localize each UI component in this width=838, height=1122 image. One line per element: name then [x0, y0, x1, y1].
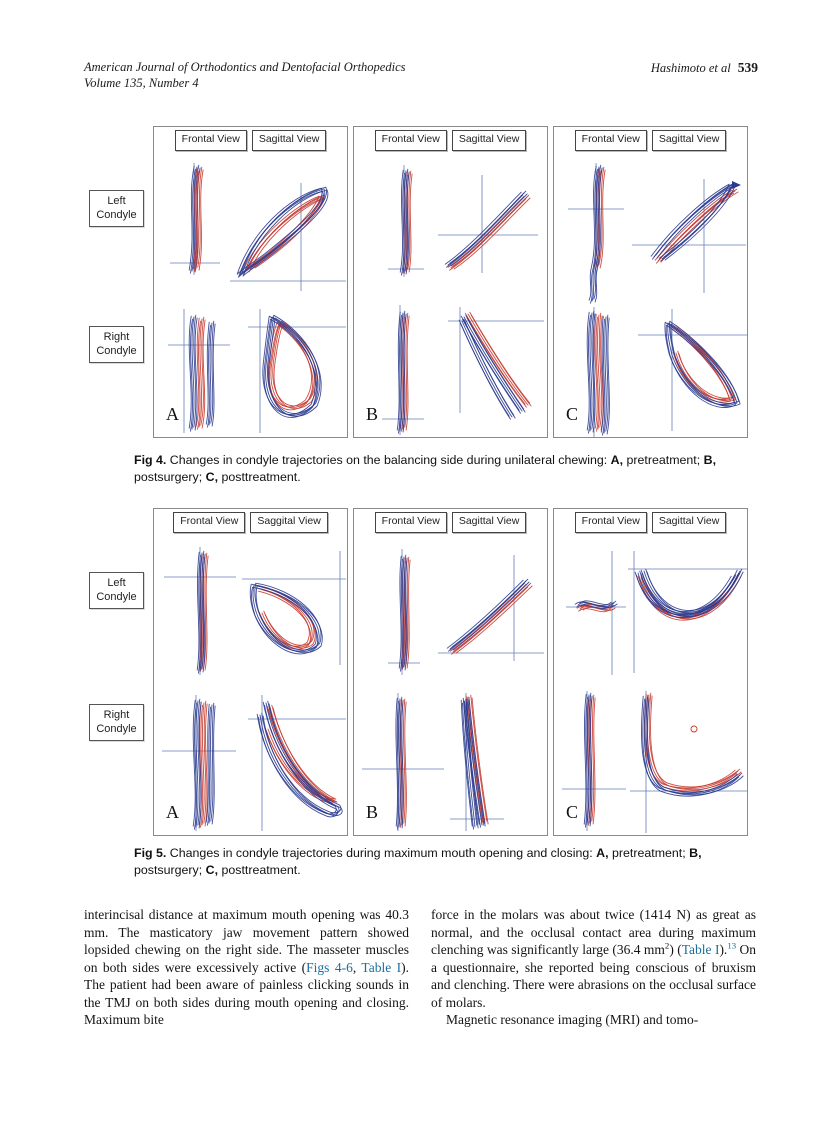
- left-condyle-label: Left Condyle: [89, 190, 144, 227]
- fig5-panel-b: [353, 508, 548, 836]
- fig4-panel-a-plot: [154, 151, 347, 437]
- body-run: ) (: [669, 942, 682, 958]
- right-condyle-sagittal-trace: [248, 695, 346, 831]
- page-number: 539: [737, 60, 758, 75]
- authors: Hashimoto et al: [650, 61, 731, 75]
- right-condyle-label: Right Condyle: [89, 326, 144, 363]
- caption-text: Changes in condyle trajectories during maximum mouth opening and closing:: [166, 846, 597, 860]
- left-condyle-frontal-trace: [568, 163, 624, 303]
- left-condyle-frontal-trace: [170, 163, 220, 275]
- fig4-caption-label: Fig 4.: [134, 453, 167, 467]
- caption-letter-c: C,: [205, 863, 219, 878]
- panel-letter: C: [566, 404, 579, 424]
- left-condyle-sagittal-trace: [242, 551, 346, 665]
- frontal-view-label: Frontal View: [375, 512, 447, 533]
- panel-letter: B: [366, 802, 379, 822]
- caption-letter-b: B,: [703, 453, 717, 467]
- view-labels: [354, 509, 547, 533]
- paragraph: [84, 906, 409, 1029]
- left-condyle-sagittal-trace: [438, 555, 544, 661]
- caption-letter-b: B,: [689, 846, 702, 860]
- journal-title: American Journal of Orthodontics and Dentofacial Orthopedics: [84, 60, 406, 74]
- left-condyle-label: Left Condyle: [89, 572, 144, 609]
- paragraph: [431, 1011, 756, 1029]
- fig5-caption-label: Fig 5.: [134, 846, 167, 860]
- sagittal-view-label: Sagittal View: [452, 130, 527, 151]
- sagittal-view-label: Sagittal View: [252, 130, 327, 151]
- frontal-view-label: Frontal View: [575, 130, 647, 151]
- left-condyle-frontal-trace: [388, 165, 424, 277]
- caption-letter-a: A,: [596, 846, 609, 860]
- fig4-panel-c: [553, 126, 748, 438]
- body-run: ,: [352, 959, 362, 975]
- fig4-caption: [134, 452, 732, 486]
- right-condyle-sagittal-trace: [448, 307, 544, 419]
- figure-4: [88, 126, 748, 438]
- body-run: ).: [719, 942, 728, 958]
- body-text: [84, 906, 756, 1029]
- right-condyle-frontal-trace: [382, 305, 424, 435]
- fig5-panel-a: [153, 508, 348, 836]
- frontal-view-label: Frontal View: [375, 130, 447, 151]
- right-condyle-sagittal-trace: [248, 309, 346, 433]
- fig4-panel-b: [353, 126, 548, 438]
- caption-text: postsurgery;: [134, 863, 206, 878]
- frontal-view-label: Frontal View: [173, 512, 245, 533]
- fig4-panel-a: [153, 126, 348, 438]
- superscript-unit: 2: [664, 940, 670, 951]
- figs-4-6-link[interactable]: Figs 4-6: [306, 959, 353, 975]
- table-1-link[interactable]: Table I: [361, 959, 402, 975]
- reference-13-link[interactable]: 13: [727, 940, 737, 951]
- fig4-row-labels: [88, 126, 148, 438]
- caption-letter-c: C,: [205, 470, 219, 485]
- view-labels: [154, 127, 347, 151]
- body-run: force in the molars was about twice (1414 N) as great as normal, and the occlusal contact area during maximum clenching was significantly large (36.4 mm: [431, 907, 756, 958]
- running-head: [651, 60, 758, 77]
- panel-letter: A: [166, 404, 179, 424]
- right-condyle-sagittal-trace: [450, 693, 504, 831]
- caption-text: posttreatment.: [218, 863, 301, 878]
- left-condyle-sagittal-trace: [632, 179, 746, 293]
- fig5-panel-a-plot: [154, 533, 347, 833]
- right-condyle-sagittal-trace: [638, 309, 747, 431]
- right-condyle-frontal-trace: [587, 307, 609, 437]
- panel-letter: A: [166, 802, 179, 822]
- paragraph: [431, 906, 756, 1011]
- sagittal-view-label: Sagittal View: [652, 512, 727, 533]
- left-column: [84, 906, 409, 1029]
- view-labels: [154, 509, 347, 533]
- page-header: [84, 60, 758, 91]
- left-condyle-frontal-trace: [164, 547, 236, 675]
- left-condyle-sagittal-trace: [628, 551, 747, 673]
- fig4-panel-b-plot: [354, 151, 547, 437]
- sagittal-view-label: Sagittal View: [652, 130, 727, 151]
- view-labels: [554, 127, 747, 151]
- body-run: Magnetic resonance imaging (MRI) and tomo-: [446, 1012, 699, 1028]
- journal-volume: Volume 135, Number 4: [84, 75, 199, 90]
- fig4-panel-c-plot: [554, 151, 747, 437]
- sagittal-view-label: Saggital View: [250, 512, 327, 533]
- view-labels: [354, 127, 547, 151]
- fig5-panel-c-plot: [554, 533, 747, 833]
- left-condyle-frontal-trace: [566, 551, 626, 675]
- caption-letter-a: A,: [610, 453, 624, 467]
- caption-text: posttreatment.: [218, 470, 301, 485]
- caption-text: pretreatment;: [608, 846, 690, 860]
- panel-letter: C: [566, 802, 579, 822]
- body-run: ). The patient had been aware of painless clicking sounds in the TMJ on both sides during mouth opening and closing. Maximum bite: [84, 959, 409, 1028]
- fig5-caption: [134, 845, 732, 879]
- sagittal-view-label: Sagittal View: [452, 512, 527, 533]
- left-condyle-frontal-trace: [388, 549, 420, 675]
- body-run: interincisal distance at maximum mouth opening was 40.3 mm. The masticatory jaw movement pattern showed lopsided chewing on the right side. The masseter muscles on both sides were excessively active (: [84, 907, 409, 975]
- caption-text: Changes in condyle trajectories on the balancing side during unilateral chewing:: [166, 453, 611, 467]
- body-run: On a questionnaire, she reported being conscious of bruxism and clenching. There were abrasions on the occlusal surface of molars.: [431, 942, 756, 1010]
- view-labels: [554, 509, 747, 533]
- left-condyle-sagittal-trace: [230, 183, 346, 291]
- left-condyle-sagittal-trace: [438, 175, 538, 273]
- caption-text: pretreatment;: [623, 453, 704, 467]
- panel-letter: B: [366, 404, 379, 424]
- figure-5: [88, 508, 748, 836]
- table-1-link[interactable]: Table I: [681, 942, 720, 958]
- frontal-view-label: Frontal View: [575, 512, 647, 533]
- caption-text: postsurgery;: [134, 470, 206, 485]
- fig5-panel-c: [553, 508, 748, 836]
- frontal-view-label: Frontal View: [175, 130, 247, 151]
- right-condyle-sagittal-trace: [630, 691, 747, 833]
- right-condyle-label: Right Condyle: [89, 704, 144, 741]
- fig5-row-labels: [88, 508, 148, 836]
- journal-info: [84, 60, 406, 91]
- fig5-panel-b-plot: [354, 533, 547, 833]
- right-column: [431, 906, 756, 1029]
